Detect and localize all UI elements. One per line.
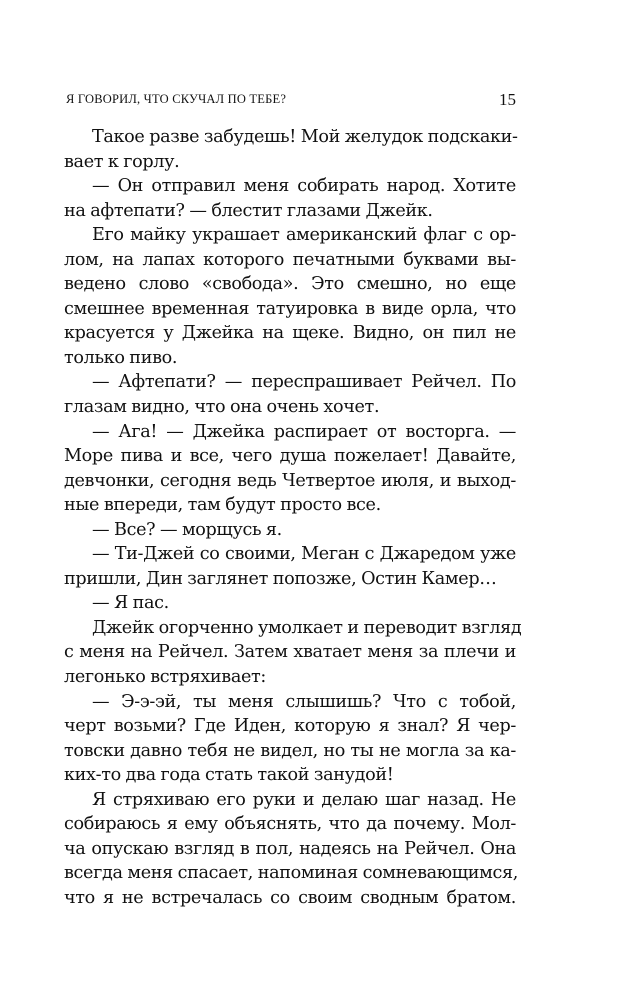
text-line: Море пива и все, чего душа пожелает! Давайте, xyxy=(64,446,516,467)
text-line: Джейк огорченно умолкает и переводит взгляд xyxy=(92,617,522,638)
text-line: — Он отправил меня собирать народ. Хотите xyxy=(92,176,516,197)
text-line: пришли, Дин заглянет попозже, Остин Камер… xyxy=(64,568,497,589)
body-text xyxy=(64,125,522,911)
text-line: глазам видно, что она очень хочет. xyxy=(64,397,380,418)
text-line: на афтепати? — блестит глазами Джейк. xyxy=(64,200,433,221)
text-line: вает к горлу. xyxy=(64,151,180,172)
text-line: легонько встряхивает: xyxy=(64,667,267,688)
text-line: что я не встречалась со своим сводным братом. xyxy=(64,887,516,908)
text-line: ные впереди, там будут просто все. xyxy=(64,495,381,516)
text-line: смешнее временная татуировка в виде орла, что xyxy=(64,298,516,319)
text-line: с меня на Рейчел. Затем хватает меня за плечи и xyxy=(64,642,516,663)
text-line: — Э-э-эй, ты меня слышишь? Что с тобой, xyxy=(92,691,516,712)
text-line: товски давно тебя не видел, но ты не могла за ка- xyxy=(64,740,516,761)
text-line: ких-то два года стать такой занудой! xyxy=(64,765,394,786)
page-number: 15 xyxy=(499,90,516,109)
text-line: всегда меня спасает, напоминая сомневающимся, xyxy=(64,863,518,884)
text-line: Я стряхиваю его руки и делаю шаг назад. Не xyxy=(92,789,516,810)
text-line: лом, на лапах которого печатными буквами вы- xyxy=(64,249,516,270)
text-line: девчонки, сегодня ведь Четвертое июля, и выход- xyxy=(64,470,516,491)
text-line: ча опускаю взгляд в пол, надеясь на Рейчел. Она xyxy=(64,838,516,859)
running-title: Я ГОВОРИЛ, ЧТО СКУЧАЛ ПО ТЕБЕ? xyxy=(66,92,287,106)
text-line: черт возьми? Где Иден, которую я знал? Я чер- xyxy=(64,716,516,737)
text-line: — Афтепати? — переспрашивает Рейчел. По xyxy=(92,372,516,393)
running-header xyxy=(66,92,516,110)
text-line: собираюсь я ему объяснять, что да почему. Мол- xyxy=(64,814,516,835)
text-line: — Все? — морщусь я. xyxy=(92,519,282,540)
text-line: ведено слово «свобода». Это смешно, но еще xyxy=(64,274,516,295)
text-line: только пиво. xyxy=(64,347,178,368)
text-line: Такое разве забудешь! Мой желудок подскаки- xyxy=(92,127,518,147)
text-line: — Ти-Джей со своими, Меган с Джаредом уже xyxy=(92,544,516,565)
text-line: красуется у Джейка на щеке. Видно, он пил не xyxy=(64,323,516,344)
text-line: — Ага! — Джейка распирает от восторга. — xyxy=(92,421,516,442)
text-line: Его майку украшает американский флаг с ор- xyxy=(92,225,516,246)
text-line: — Я пас. xyxy=(92,593,169,614)
